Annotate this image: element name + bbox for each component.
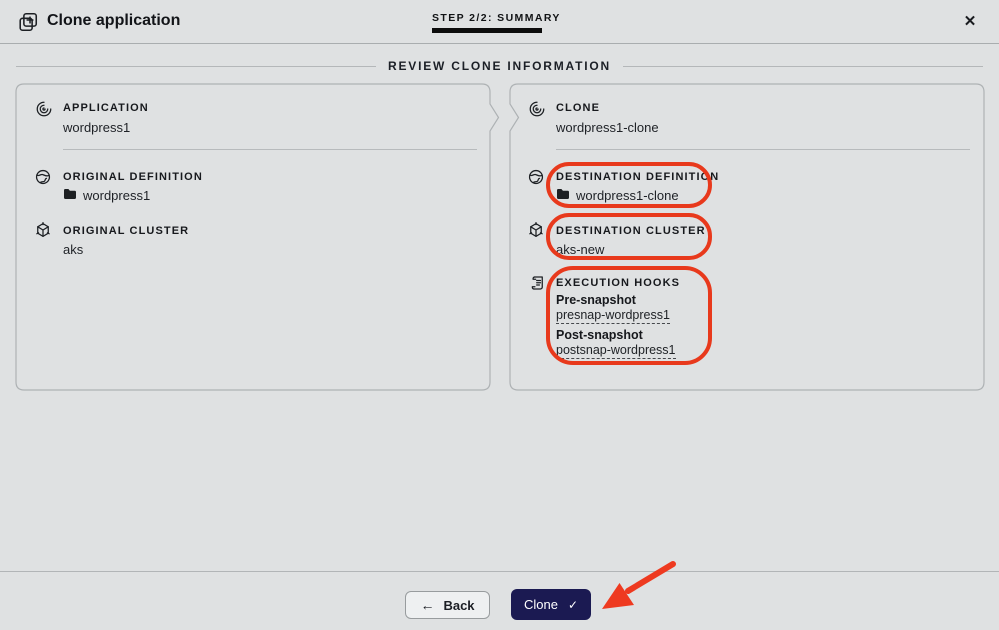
cluster-cube-icon [34, 221, 52, 239]
back-button-label: Back [443, 597, 475, 613]
destination-cluster-value: aks-new [556, 242, 605, 257]
clone-button[interactable] [511, 589, 591, 620]
globe-icon [34, 168, 52, 186]
pre-snapshot-label: Pre-snapshot [556, 293, 636, 307]
destination-definition-value: wordpress1-clone [576, 188, 679, 203]
destination-definition-label: DESTINATION DEFINITION [556, 171, 720, 183]
original-definition-row [63, 188, 150, 203]
source-panel-divider [63, 149, 477, 150]
clone-value: wordpress1-clone [556, 120, 659, 135]
folder-icon [63, 188, 77, 203]
original-definition-label: ORIGINAL DEFINITION [63, 171, 203, 183]
destination-cluster-cube-icon [527, 221, 545, 239]
close-icon[interactable]: ✕ [963, 13, 977, 30]
clone-panel-divider [556, 149, 970, 150]
destination-globe-icon [527, 168, 545, 186]
destination-definition-row [556, 188, 679, 203]
clone-label: CLONE [556, 102, 600, 114]
pre-snapshot-hook-link[interactable]: presnap-wordpress1 [556, 308, 670, 322]
application-value: wordpress1 [63, 120, 131, 135]
application-label: APPLICATION [63, 102, 149, 114]
back-arrow-icon: ← [420, 597, 435, 613]
execution-hooks-label: EXECUTION HOOKS [556, 277, 681, 289]
folder-icon [556, 188, 570, 203]
post-snapshot-hook-link[interactable]: postsnap-wordpress1 [556, 343, 676, 357]
destination-cluster-label: DESTINATION CLUSTER [556, 225, 706, 237]
step-label: STEP 2/2: SUMMARY [432, 12, 561, 24]
check-icon: ✓ [567, 597, 579, 612]
post-snapshot-label: Post-snapshot [556, 328, 643, 342]
clone-spiral-icon [528, 100, 546, 118]
original-cluster-label: ORIGINAL CLUSTER [63, 225, 190, 237]
original-cluster-value: aks [63, 242, 84, 257]
execution-hooks-scroll-icon [528, 274, 546, 292]
original-definition-value: wordpress1 [83, 188, 151, 203]
review-section-title: REVIEW CLONE INFORMATION [388, 59, 611, 73]
clone-button-label: Clone [523, 597, 558, 612]
dialog-title: Clone application [47, 12, 181, 29]
back-button[interactable] [405, 591, 490, 619]
application-spiral-icon [35, 100, 53, 118]
